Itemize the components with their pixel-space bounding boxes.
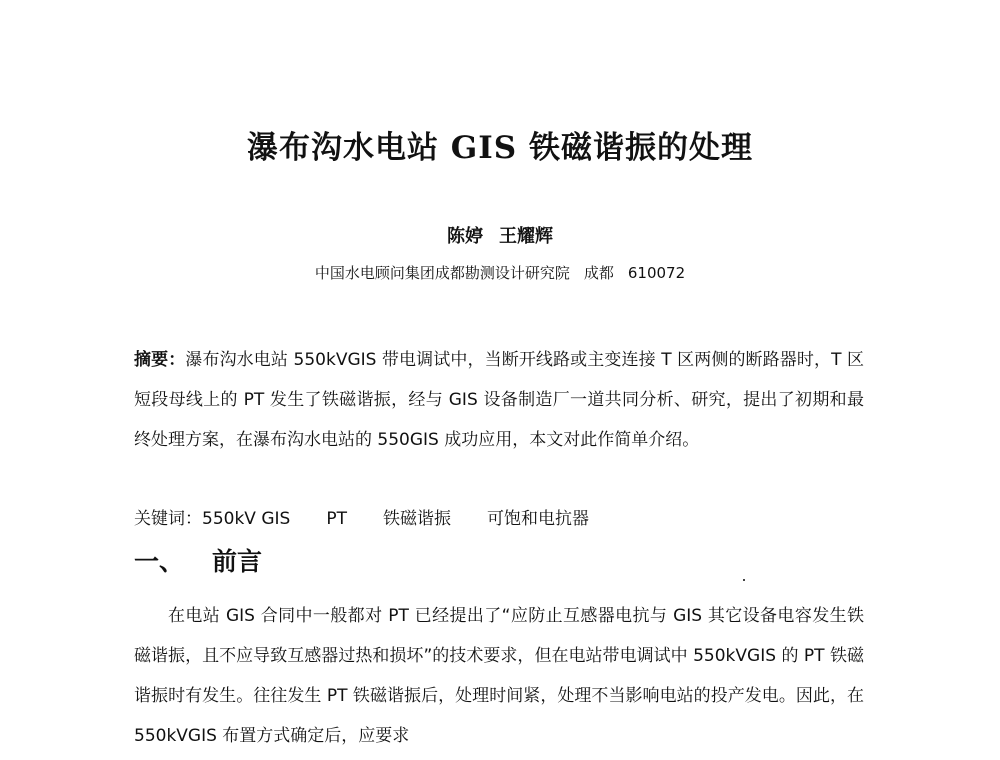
scan-speck: [743, 579, 745, 581]
author-name: 王耀辉: [499, 226, 553, 247]
paper-title: 瀑布沟水电站 GIS 铁磁谐振的处理: [247, 130, 753, 166]
body-paragraph: 在电站 GIS 合同中一般都对 PT 已经提出了“应防止互感器电抗与 GIS 其它设备电容发生铁磁谐振，且不应导致互感器过热和损坏”的技术要求，但在电站带电调试中 550kVGIS 的 PT 铁磁谐振时有发生。往往发生 PT 铁磁谐振后，处理时间紧，处理不当影响电站的投产发电。因此，在 550kVGIS 布置方式确定后，应要求: [134, 606, 864, 746]
abstract-text: 瀑布沟水电站 550kVGIS 带电调试中，当断开线路或主变连接 T 区两侧的断路器时，T 区短段母线上的 PT 发生了铁磁谐振，经与 GIS 设备制造厂一道共同分析、研究，提出了初期和最终处理方案，在瀑布沟水电站的 550GIS 成功应用，本文对此作简单介绍。: [134, 350, 865, 450]
abstract: [134, 340, 864, 460]
section-title: 前言: [212, 547, 263, 576]
affiliation: [0, 262, 1000, 283]
keywords-label: 关键词：: [134, 509, 202, 529]
section-number: 一、: [134, 547, 185, 576]
abstract-label: 摘要：: [134, 350, 186, 370]
affiliation-city: 成都: [583, 264, 614, 282]
author-name: 陈婷: [447, 226, 483, 247]
keyword: PT: [326, 509, 347, 529]
affiliation-name: 中国水电顾问集团成都勘测设计研究院: [314, 264, 570, 282]
keyword: 550kV GIS: [202, 509, 291, 529]
affiliation-postcode: 610072: [627, 264, 686, 282]
section-heading: [134, 542, 262, 578]
keyword: 铁磁谐振: [382, 509, 451, 529]
author-list: [0, 222, 1000, 248]
keywords: [134, 502, 864, 536]
keyword: 可饱和电抗器: [486, 509, 589, 529]
